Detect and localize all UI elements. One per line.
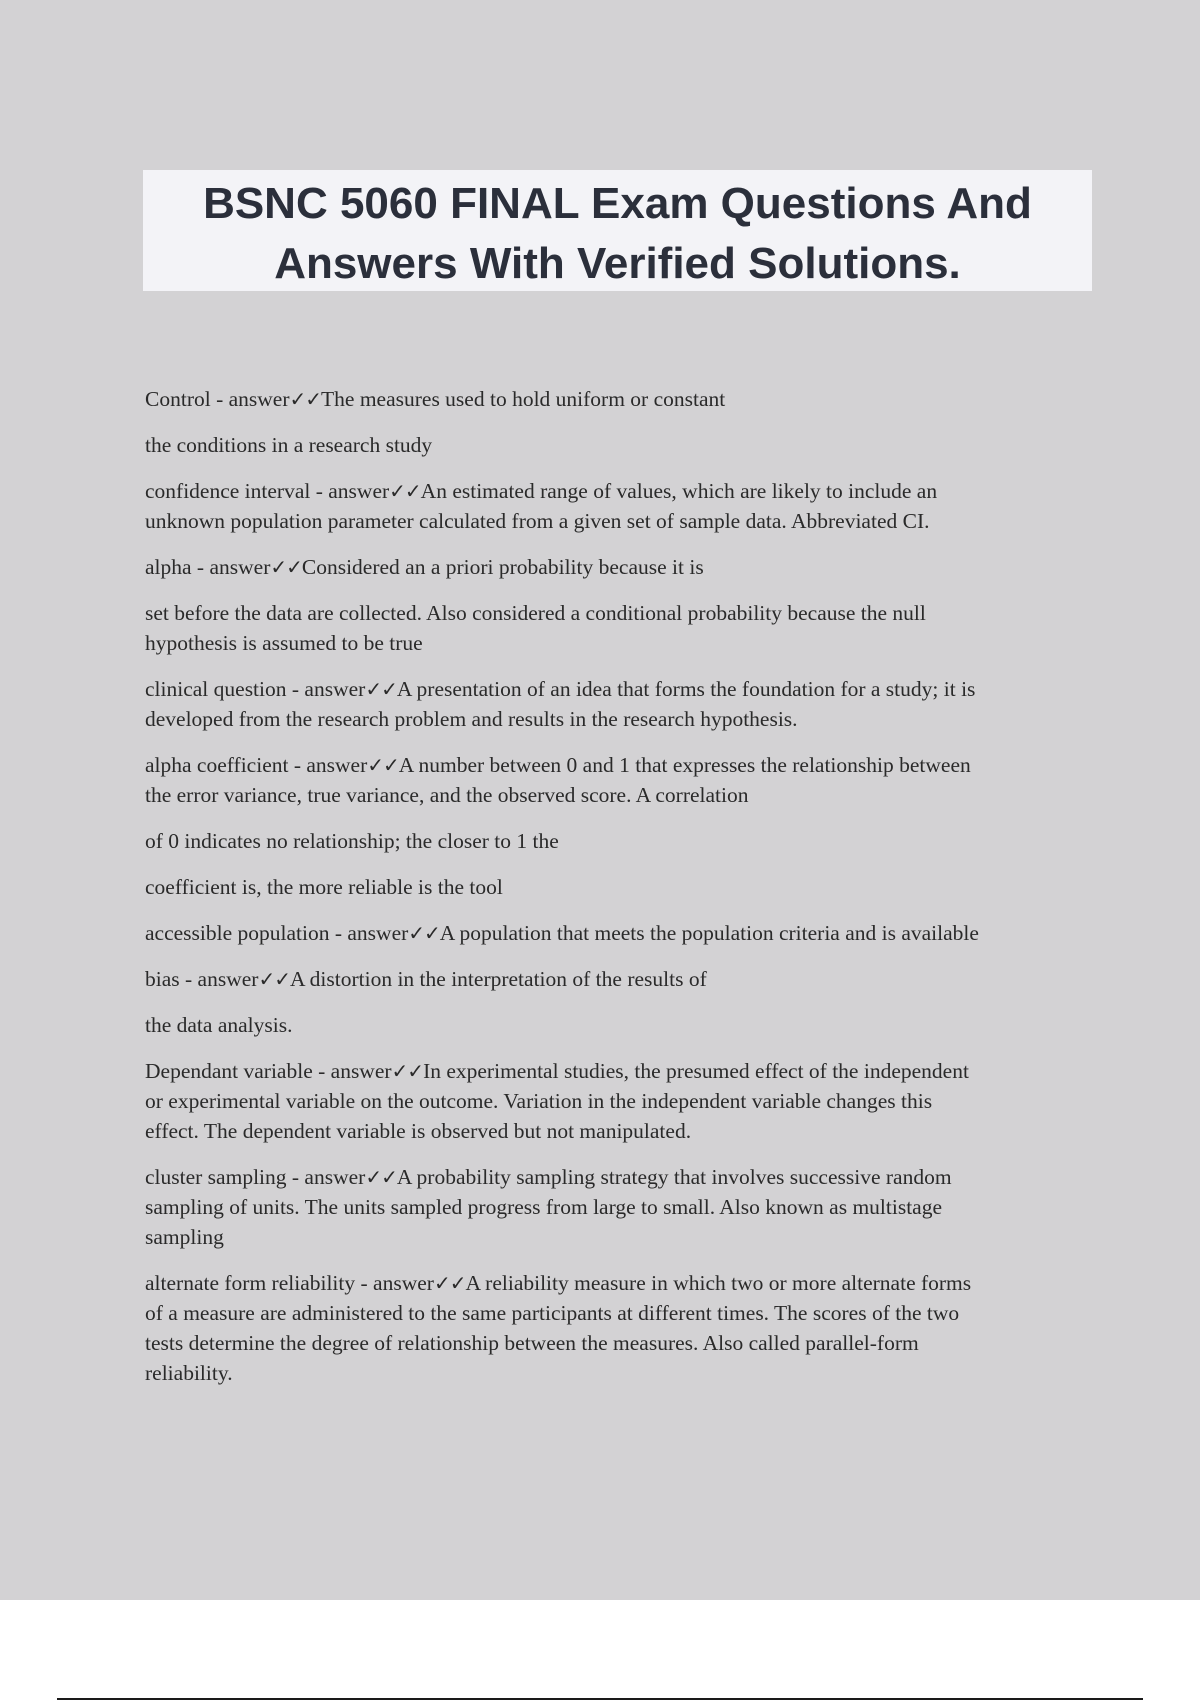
qa-text: A distortion in the interpretation of the results of: [289, 967, 707, 991]
title-line-2: Answers With Verified Solutions.: [274, 239, 961, 288]
qa-term: accessible population - answer: [145, 921, 409, 945]
qa-line: [145, 780, 1095, 810]
qa-text: coefficient is, the more reliable is the tool: [145, 875, 503, 899]
qa-entry: [145, 918, 1095, 948]
qa-term: cluster sampling - answer: [145, 1165, 366, 1189]
qa-text: unknown population parameter calculated from a given set of sample data. Abbreviated CI.: [145, 509, 930, 533]
qa-entry: [145, 476, 1095, 536]
double-check-icon: ✓✓: [389, 479, 421, 503]
qa-term: alpha - answer: [145, 555, 271, 579]
qa-line: [145, 1328, 1095, 1358]
qa-line: [145, 476, 1095, 506]
qa-line: [145, 704, 1095, 734]
qa-entry: [145, 674, 1095, 734]
qa-line: [145, 1358, 1095, 1388]
qa-entry: [145, 430, 1095, 460]
qa-line: [145, 430, 1095, 460]
double-check-icon: ✓✓: [365, 677, 397, 701]
qa-line: [145, 1162, 1095, 1192]
qa-text: the data analysis.: [145, 1013, 293, 1037]
qa-text: hypothesis is assumed to be true: [145, 631, 423, 655]
qa-text: the conditions in a research study: [145, 433, 433, 457]
qa-line: [145, 1298, 1095, 1328]
qa-text: or experimental variable on the outcome. Variation in the independent variable changes this: [145, 1089, 933, 1113]
qa-line: [145, 1268, 1095, 1298]
qa-text: A presentation of an idea that forms the foundation for a study; it is: [396, 677, 976, 701]
qa-text: A number between 0 and 1 that expresses the relationship between: [398, 753, 971, 777]
qa-text: A probability sampling strategy that involves successive random: [396, 1165, 952, 1189]
qa-line: [145, 1056, 1095, 1086]
qa-entry: [145, 1010, 1095, 1040]
qa-text: sampling of units. The units sampled progress from large to small. Also known as multistage: [145, 1195, 943, 1219]
double-check-icon: ✓✓: [408, 921, 440, 945]
qa-entry: [145, 872, 1095, 902]
double-check-icon: ✓✓: [367, 753, 399, 777]
qa-term: Control - answer: [145, 387, 290, 411]
qa-text: effect. The dependent variable is observed but not manipulated.: [145, 1119, 692, 1143]
qa-entry: [145, 964, 1095, 994]
qa-line: [145, 1192, 1095, 1222]
qa-entry: [145, 1162, 1095, 1252]
qa-entry: [145, 1056, 1095, 1146]
qa-line: [145, 552, 1095, 582]
qa-text: tests determine the degree of relationship between the measures. Also called parallel-form: [145, 1331, 919, 1355]
qa-line: [145, 750, 1095, 780]
qa-term: confidence interval - answer: [145, 479, 390, 503]
qa-text: the error variance, true variance, and the observed score. A correlation: [145, 783, 749, 807]
qa-list: [145, 384, 1095, 1404]
qa-text: sampling: [145, 1225, 224, 1249]
qa-text: of 0 indicates no relationship; the closer to 1 the: [145, 829, 559, 853]
title-line-1: BSNC 5060 FINAL Exam Questions And: [203, 179, 1032, 228]
double-check-icon: ✓✓: [391, 1059, 424, 1083]
double-check-icon: ✓✓: [270, 555, 302, 579]
qa-line: [145, 872, 1095, 902]
qa-text: reliability.: [145, 1361, 233, 1385]
qa-line: [145, 964, 1095, 994]
qa-entry: [145, 384, 1095, 414]
qa-line: [145, 384, 1095, 414]
qa-text: In experimental studies, the presumed effect of the independent: [423, 1059, 969, 1083]
qa-entry: [145, 750, 1095, 810]
double-check-icon: ✓✓: [258, 967, 290, 991]
qa-line: [145, 1010, 1095, 1040]
qa-text: of a measure are administered to the same participants at different times. The scores of the two: [145, 1301, 960, 1325]
qa-text: developed from the research problem and results in the research hypothesis.: [145, 707, 798, 731]
qa-entry: [145, 1268, 1095, 1388]
qa-line: [145, 826, 1095, 856]
document-title: [143, 170, 1092, 291]
qa-term: clinical question - answer: [145, 677, 366, 701]
qa-line: [145, 1222, 1095, 1252]
qa-line: [145, 506, 1095, 536]
qa-line: [145, 918, 1095, 948]
double-check-icon: ✓✓: [365, 1165, 397, 1189]
qa-term: alpha coefficient - answer: [145, 753, 368, 777]
qa-entry: [145, 552, 1095, 582]
qa-term: alternate form reliability - answer: [145, 1271, 434, 1295]
qa-entry: [145, 826, 1095, 856]
qa-entry: [145, 598, 1095, 658]
qa-term: Dependant variable - answer: [145, 1059, 392, 1083]
qa-line: [145, 1116, 1095, 1146]
qa-text: set before the data are collected. Also considered a conditional probability because the null: [145, 601, 926, 625]
qa-term: bias - answer: [145, 967, 259, 991]
qa-line: [145, 1086, 1095, 1116]
qa-line: [145, 598, 1095, 628]
qa-text: Considered an a priori probability because it is: [301, 555, 704, 579]
qa-line: [145, 628, 1095, 658]
qa-text: The measures used to hold uniform or constant: [321, 387, 726, 411]
double-check-icon: ✓✓: [289, 387, 322, 411]
double-check-icon: ✓✓: [433, 1271, 466, 1295]
qa-text: A reliability measure in which two or more alternate forms: [465, 1271, 972, 1295]
qa-text: An estimated range of values, which are likely to include an: [420, 479, 938, 503]
qa-line: [145, 674, 1095, 704]
qa-text: A population that meets the population criteria and is available: [439, 921, 979, 945]
